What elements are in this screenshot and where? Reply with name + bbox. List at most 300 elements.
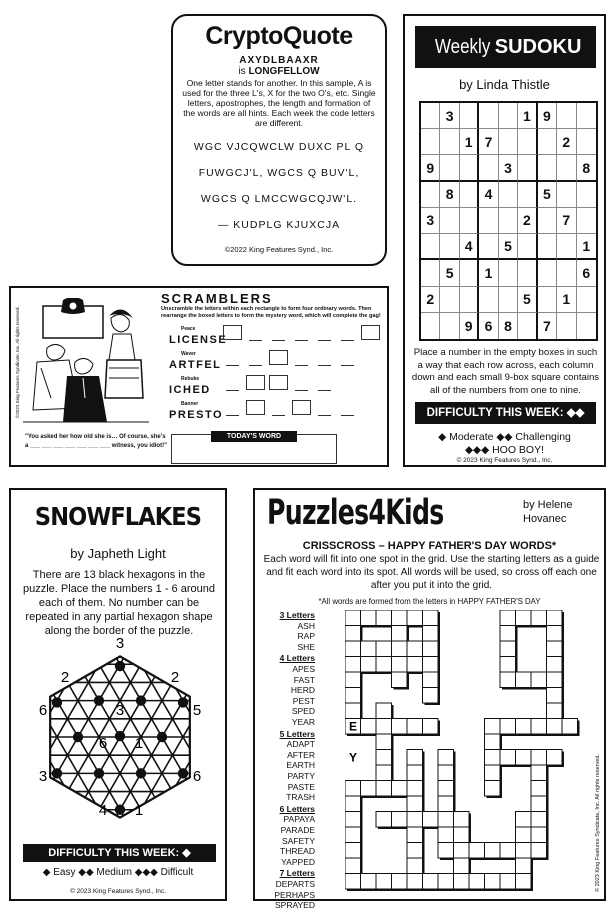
sudoku-cell[interactable] [499, 260, 518, 286]
crisscross-cell[interactable] [438, 827, 454, 843]
courtroom-cartoon-icon [23, 298, 149, 426]
crisscross-cell[interactable] [516, 843, 532, 859]
kids-byline-2: Hovanec [523, 513, 567, 525]
crisscross-cell[interactable] [392, 874, 408, 890]
crisscross-cell[interactable] [345, 858, 361, 874]
sudoku-cell[interactable] [557, 182, 576, 208]
crisscross-cell[interactable] [376, 657, 392, 673]
sudoku-cell[interactable] [479, 208, 498, 234]
word-item: HERD [290, 685, 315, 696]
sudoku-cell[interactable] [577, 313, 596, 339]
sudoku-cell[interactable]: 2 [518, 208, 537, 234]
crisscross-cell[interactable] [516, 719, 532, 735]
letter-blank[interactable] [341, 340, 354, 341]
gag-caption: "You asked her how old she is… Of course, she's a ___ ___ ___ ___ ___ ___ ___ witness, you idiot!" [25, 434, 167, 449]
word-item: AFTER [287, 749, 315, 760]
word-group [265, 653, 315, 727]
sudoku-difficulty: DIFFICULTY THIS WEEK: ◆◆ [415, 402, 596, 424]
crisscross-cell[interactable] [454, 827, 470, 843]
snowflake-number: 2 [170, 669, 180, 686]
crisscross-cell[interactable] [500, 719, 516, 735]
crisscross-cell[interactable] [345, 626, 361, 642]
word-item: DEPARTS [275, 878, 315, 889]
black-hexagon [136, 695, 146, 705]
sudoku-cell[interactable] [557, 103, 576, 129]
crisscross-cell[interactable] [407, 641, 423, 657]
cryptoquote-title: CryptoQuote [205, 22, 353, 50]
sudoku-cell[interactable] [538, 208, 557, 234]
snowflakes-levels: ◆ Easy ◆◆ Medium ◆◆◆ Difficult [42, 867, 194, 878]
crisscross-cell[interactable] [454, 812, 470, 828]
crisscross-cell[interactable] [361, 657, 377, 673]
boxed-letter-slot[interactable] [361, 325, 380, 340]
crisscross-cell[interactable] [469, 874, 485, 890]
sudoku-cell[interactable] [577, 287, 596, 313]
sudoku-cell[interactable]: 5 [518, 287, 537, 313]
crisscross-cell[interactable] [407, 796, 423, 812]
sudoku-cell[interactable]: 2 [421, 287, 440, 313]
sudoku-cell[interactable] [577, 182, 596, 208]
sudoku-cell[interactable] [440, 129, 459, 155]
sudoku-cell[interactable] [460, 208, 479, 234]
crisscross-cell[interactable] [454, 858, 470, 874]
sudoku-cell[interactable]: 1 [460, 129, 479, 155]
sudoku-cell[interactable] [538, 287, 557, 313]
crisscross-note: *All words are formed from the letters in HAPPY FATHER'S DAY [318, 597, 541, 606]
crisscross-cell[interactable] [562, 719, 578, 735]
sudoku-cell[interactable]: 7 [479, 129, 498, 155]
crisscross-cell[interactable] [407, 874, 423, 890]
crisscross-cell[interactable] [423, 626, 439, 642]
puzzles4kids-logo: Puzzles4Kids [267, 493, 444, 533]
crisscross-cell[interactable] [516, 812, 532, 828]
crisscross-cell[interactable] [345, 641, 361, 657]
crisscross-cell[interactable] [423, 657, 439, 673]
crisscross-cell[interactable] [469, 843, 485, 859]
sudoku-cell[interactable]: 7 [538, 313, 557, 339]
black-hexagon [178, 697, 188, 707]
sudoku-cell[interactable] [421, 129, 440, 155]
crisscross-cell[interactable] [547, 688, 563, 704]
crisscross-cell[interactable] [407, 843, 423, 859]
sudoku-cell[interactable] [421, 260, 440, 286]
sudoku-cell[interactable]: 7 [557, 208, 576, 234]
crisscross-cell[interactable] [376, 641, 392, 657]
sudoku-cell[interactable]: 9 [421, 155, 440, 181]
word-item: SPRAYED [275, 900, 315, 911]
letter-blank[interactable] [295, 390, 308, 391]
sudoku-cell[interactable] [518, 313, 537, 339]
sudoku-cell[interactable] [479, 234, 498, 260]
sudoku-cell[interactable]: 8 [499, 313, 518, 339]
snowflake-number: 2 [60, 669, 70, 686]
crisscross-cell[interactable] [345, 796, 361, 812]
crisscross-cell[interactable] [531, 781, 547, 797]
snowflakes-difficulty: DIFFICULTY THIS WEEK: ◆ [23, 844, 216, 862]
kids-side-credit: © 2023 King Features Syndicate, Inc. All rights reserved. [595, 754, 601, 892]
letter-blank[interactable] [318, 340, 331, 341]
sample-line [173, 66, 385, 77]
word-item: TRASH [286, 792, 315, 803]
crisscross-cell[interactable] [485, 750, 501, 766]
word-item: PEST [292, 695, 315, 706]
crisscross-cell[interactable] [531, 796, 547, 812]
letter-blank[interactable] [249, 365, 262, 366]
sudoku-cell[interactable] [460, 182, 479, 208]
crisscross-cell[interactable] [423, 719, 439, 735]
snowflake-number: 3 [38, 768, 48, 785]
crisscross-cell[interactable] [361, 641, 377, 657]
crisscross-cell[interactable] [345, 827, 361, 843]
crisscross-cell[interactable] [376, 812, 392, 828]
cryptoquote-panel [171, 14, 387, 266]
crisscross-cell[interactable] [547, 641, 563, 657]
sudoku-cell[interactable]: 1 [479, 260, 498, 286]
sudoku-cell[interactable] [440, 313, 459, 339]
black-hexagon [94, 768, 104, 778]
crisscross-cell[interactable] [392, 626, 408, 642]
crisscross-cell[interactable] [531, 812, 547, 828]
quote-line-1: WGC VJCQWCLW DUXC PL Q [193, 141, 365, 153]
letter-blank[interactable] [318, 390, 331, 391]
crisscross-cell[interactable] [516, 827, 532, 843]
crisscross-cell[interactable] [516, 672, 532, 688]
letter-blank[interactable] [341, 365, 354, 366]
snowflake-number: 4 [98, 802, 108, 819]
crisscross-cell[interactable] [423, 688, 439, 704]
crisscross-cell[interactable] [392, 781, 408, 797]
word-item: EARTH [286, 760, 315, 771]
crisscross-cell[interactable] [392, 641, 408, 657]
sudoku-header [415, 26, 596, 68]
sudoku-cell[interactable] [518, 129, 537, 155]
sudoku-cell[interactable]: 2 [557, 129, 576, 155]
crisscross-cell[interactable] [376, 610, 392, 626]
crisscross-cell[interactable] [547, 703, 563, 719]
letter-blank[interactable] [295, 365, 308, 366]
crisscross-cell[interactable] [500, 657, 516, 673]
sudoku-cell[interactable]: 3 [440, 103, 459, 129]
sudoku-cell[interactable] [440, 234, 459, 260]
crisscross-cell[interactable] [407, 812, 423, 828]
sudoku-cell[interactable] [577, 103, 596, 129]
black-hexagon [94, 695, 104, 705]
sudoku-cell[interactable] [460, 287, 479, 313]
crisscross-cell[interactable] [485, 765, 501, 781]
crisscross-cell[interactable] [547, 657, 563, 673]
sudoku-cell[interactable] [460, 103, 479, 129]
letter-blank[interactable] [272, 340, 285, 341]
crisscross-cell[interactable] [407, 765, 423, 781]
sudoku-cell[interactable]: 3 [421, 208, 440, 234]
crisscross-cell[interactable] [376, 750, 392, 766]
snowflakes-instructions: There are 13 black hexagons in the puzzle. Place the numbers 1 - 6 around each of them. No number can be repeated in any partial hexagon shape along the border of the puzzle. [22, 569, 215, 637]
crisscross-cell[interactable] [423, 874, 439, 890]
word-item: SHE [297, 641, 315, 652]
sudoku-cell[interactable] [440, 208, 459, 234]
crisscross-cell[interactable] [345, 874, 361, 890]
sample-code: AXYDLBAAXR [239, 55, 319, 66]
crisscross-cell[interactable] [531, 765, 547, 781]
cryptoquote-copyright: ©2022 King Features Synd., Inc. [224, 245, 334, 254]
sudoku-cell[interactable]: 5 [499, 234, 518, 260]
crisscross-cell[interactable] [376, 765, 392, 781]
letter-blank[interactable] [226, 415, 239, 416]
crisscross-cell[interactable] [516, 858, 532, 874]
crisscross-cell[interactable] [345, 657, 361, 673]
sudoku-cell[interactable] [440, 287, 459, 313]
black-hexagon [115, 731, 125, 741]
sample-is: is [238, 66, 246, 77]
crisscross-cell[interactable] [376, 734, 392, 750]
word-item: THREAD [280, 846, 315, 857]
crisscross-cell[interactable] [392, 812, 408, 828]
sudoku-grid[interactable] [419, 101, 598, 341]
snowflake-number: 3 [115, 702, 125, 719]
crisscross-cell[interactable] [438, 750, 454, 766]
snowflake-number: 5 [192, 702, 202, 719]
crisscross-cell[interactable] [547, 672, 563, 688]
crisscross-cell[interactable] [392, 610, 408, 626]
crisscross-cell[interactable] [345, 843, 361, 859]
snowflakes-panel [9, 488, 227, 901]
crisscross-cell[interactable] [485, 843, 501, 859]
snowflake-hex-grid[interactable] [19, 635, 221, 840]
cryptoquote-instructions: One letter stands for another. In this sample, A is used for the three L's, X for the two O's, etc. Single letters, apostrophes, the length and formation of the words are all hints. Each week the code letters are different. [182, 78, 376, 128]
crisscross-cell[interactable] [345, 812, 361, 828]
word-group-heading: 4 Letters [279, 653, 315, 664]
sudoku-cell[interactable]: 4 [479, 182, 498, 208]
crisscross-cell[interactable] [407, 858, 423, 874]
kids-byline [523, 498, 573, 526]
crisscross-cell[interactable] [438, 796, 454, 812]
boxed-letter-slot[interactable] [292, 400, 311, 415]
sudoku-cell[interactable]: 5 [538, 182, 557, 208]
crisscross-cell[interactable] [547, 719, 563, 735]
crisscross-cell[interactable] [345, 703, 361, 719]
scrambled-word-3: ICHED [169, 384, 211, 396]
crisscross-cell[interactable] [345, 688, 361, 704]
word-group [265, 804, 315, 868]
sudoku-cell[interactable] [479, 155, 498, 181]
clue-hint-3: Rebuke [181, 376, 200, 382]
crisscross-cell[interactable] [531, 827, 547, 843]
sudoku-cell[interactable]: 5 [440, 260, 459, 286]
sudoku-cell[interactable] [518, 260, 537, 286]
sudoku-cell[interactable] [479, 287, 498, 313]
sudoku-cell[interactable]: 8 [440, 182, 459, 208]
word-item: ADAPT [286, 739, 315, 750]
sudoku-cell[interactable]: 9 [538, 103, 557, 129]
snowflake-number: 3 [115, 635, 125, 652]
black-hexagon [157, 732, 167, 742]
crisscross-cell[interactable] [423, 641, 439, 657]
sudoku-cell[interactable]: 1 [557, 287, 576, 313]
black-hexagon [115, 805, 125, 815]
crisscross-cell[interactable] [438, 843, 454, 859]
crisscross-cell[interactable] [531, 719, 547, 735]
boxed-letter-slot[interactable] [246, 375, 265, 390]
letter-blank[interactable] [272, 415, 285, 416]
crisscross-cell[interactable] [516, 874, 532, 890]
sudoku-levels-line-1: ◆ Moderate ◆◆ Challenging [438, 431, 571, 443]
letter-blank[interactable] [341, 415, 354, 416]
sudoku-cell[interactable]: 8 [577, 155, 596, 181]
word-group-heading: 6 Letters [279, 803, 315, 814]
sudoku-copyright: © 2023 King Features Synd., Inc. [456, 457, 553, 464]
crisscross-cell[interactable] [454, 843, 470, 859]
sudoku-cell[interactable] [479, 103, 498, 129]
sudoku-cell[interactable] [557, 234, 576, 260]
snowflake-number: 6 [98, 735, 108, 752]
crisscross-cell[interactable] [376, 781, 392, 797]
letter-blank[interactable] [226, 365, 239, 366]
boxed-letter-slot[interactable] [246, 400, 265, 415]
crisscross-cell[interactable] [361, 874, 377, 890]
crisscross-cell[interactable] [438, 765, 454, 781]
sudoku-panel [403, 14, 606, 467]
letter-blank[interactable] [295, 340, 308, 341]
word-item: APES [292, 663, 315, 674]
crisscross-cell[interactable] [361, 781, 377, 797]
crisscross-cell[interactable] [361, 719, 377, 735]
crisscross-cell[interactable] [376, 703, 392, 719]
sudoku-cell[interactable]: 1 [577, 234, 596, 260]
snowflakes-copyright: © 2023 King Features Synd., Inc. [70, 888, 166, 895]
sudoku-cell[interactable] [421, 313, 440, 339]
crisscross-cell[interactable] [376, 874, 392, 890]
sudoku-cell[interactable] [557, 260, 576, 286]
sudoku-cell[interactable] [499, 103, 518, 129]
sudoku-cell[interactable]: 1 [518, 103, 537, 129]
sudoku-cell[interactable] [460, 260, 479, 286]
crisscross-cell[interactable] [531, 610, 547, 626]
crisscross-cell[interactable] [500, 843, 516, 859]
crisscross-cell[interactable] [485, 874, 501, 890]
crisscross-cell[interactable] [438, 812, 454, 828]
clue-hint-1: Peace [181, 326, 196, 332]
boxed-letter-slot[interactable] [269, 375, 288, 390]
sudoku-cell[interactable] [518, 234, 537, 260]
sudoku-cell[interactable] [421, 182, 440, 208]
letter-blank[interactable] [249, 340, 262, 341]
crisscross-cell[interactable] [547, 750, 563, 766]
crisscross-cell[interactable] [423, 812, 439, 828]
crisscross-grid[interactable] [345, 610, 603, 897]
sudoku-cell[interactable] [499, 129, 518, 155]
crisscross-cell[interactable] [392, 719, 408, 735]
crisscross-cell[interactable] [438, 874, 454, 890]
sudoku-title-light: Weekly [434, 36, 490, 58]
sudoku-cell[interactable] [421, 234, 440, 260]
crisscross-cell[interactable] [500, 626, 516, 642]
sudoku-cell[interactable]: 3 [499, 155, 518, 181]
crisscross-cell[interactable] [516, 610, 532, 626]
word-item: PAPAYA [283, 814, 315, 825]
scrambled-word-2: ARTFEL [169, 359, 222, 371]
crisscross-cell[interactable] [407, 750, 423, 766]
crisscross-cell[interactable] [361, 610, 377, 626]
crisscross-cell[interactable] [345, 672, 361, 688]
crisscross-cell[interactable] [500, 750, 516, 766]
snowflakes-byline: by Japheth Light [70, 546, 166, 561]
sudoku-cell[interactable] [577, 208, 596, 234]
sudoku-cell[interactable] [499, 208, 518, 234]
sudoku-cell[interactable] [518, 182, 537, 208]
sudoku-title-bold: SUDOKU [494, 36, 582, 58]
crisscross-cell[interactable] [438, 781, 454, 797]
crisscross-cell[interactable] [547, 610, 563, 626]
crisscross-cell[interactable] [531, 750, 547, 766]
crisscross-cell[interactable] [454, 874, 470, 890]
crisscross-cell[interactable] [485, 734, 501, 750]
crisscross-cell[interactable] [407, 827, 423, 843]
scrambled-word-4: PRESTO [169, 409, 224, 421]
sudoku-cell[interactable]: 6 [577, 260, 596, 286]
crisscross-cell[interactable] [423, 672, 439, 688]
boxed-letter-slot[interactable] [269, 350, 288, 365]
sudoku-cell[interactable] [499, 287, 518, 313]
crisscross-cell[interactable] [376, 719, 392, 735]
sudoku-cell[interactable] [499, 182, 518, 208]
crisscross-cell[interactable] [392, 657, 408, 673]
sudoku-cell[interactable] [577, 129, 596, 155]
sudoku-cell[interactable] [518, 155, 537, 181]
word-item: SPED [291, 706, 315, 717]
letter-blank[interactable] [318, 415, 331, 416]
crisscross-cell[interactable] [500, 672, 516, 688]
sudoku-cell[interactable] [421, 103, 440, 129]
sudoku-cell[interactable] [557, 155, 576, 181]
crisscross-cell[interactable] [407, 610, 423, 626]
snowflake-number: 1 [134, 802, 144, 819]
crisscross-cell[interactable] [392, 672, 408, 688]
letter-blank[interactable] [226, 390, 239, 391]
crisscross-cell[interactable] [407, 719, 423, 735]
crisscross-cell[interactable] [485, 719, 501, 735]
sudoku-cell[interactable] [557, 313, 576, 339]
sudoku-cell[interactable] [440, 155, 459, 181]
crisscross-cell[interactable] [516, 750, 532, 766]
letter-blank[interactable] [318, 365, 331, 366]
sudoku-cell[interactable] [538, 260, 557, 286]
crisscross-cell[interactable] [485, 781, 501, 797]
sudoku-cell[interactable]: 4 [460, 234, 479, 260]
sudoku-cell[interactable] [538, 234, 557, 260]
snowflake-number: 6 [192, 768, 202, 785]
sudoku-cell[interactable] [460, 155, 479, 181]
crisscross-cell[interactable] [345, 781, 361, 797]
sudoku-cell[interactable]: 6 [479, 313, 498, 339]
crisscross-cell[interactable] [345, 610, 361, 626]
sudoku-cell[interactable] [538, 155, 557, 181]
crisscross-cell[interactable] [500, 610, 516, 626]
crisscross-cell[interactable] [531, 843, 547, 859]
crisscross-cell[interactable] [531, 672, 547, 688]
crisscross-cell[interactable] [547, 626, 563, 642]
sudoku-cell[interactable] [538, 129, 557, 155]
word-item: YEAR [291, 716, 315, 727]
crisscross-cell[interactable] [500, 874, 516, 890]
crisscross-cell[interactable] [407, 657, 423, 673]
sudoku-cell[interactable]: 9 [460, 313, 479, 339]
boxed-letter-slot[interactable] [223, 325, 242, 340]
word-group [265, 729, 315, 803]
crisscross-cell[interactable] [500, 641, 516, 657]
crisscross-cell[interactable] [407, 781, 423, 797]
sudoku-byline: by Linda Thistle [459, 77, 550, 92]
crisscross-cell[interactable] [423, 610, 439, 626]
